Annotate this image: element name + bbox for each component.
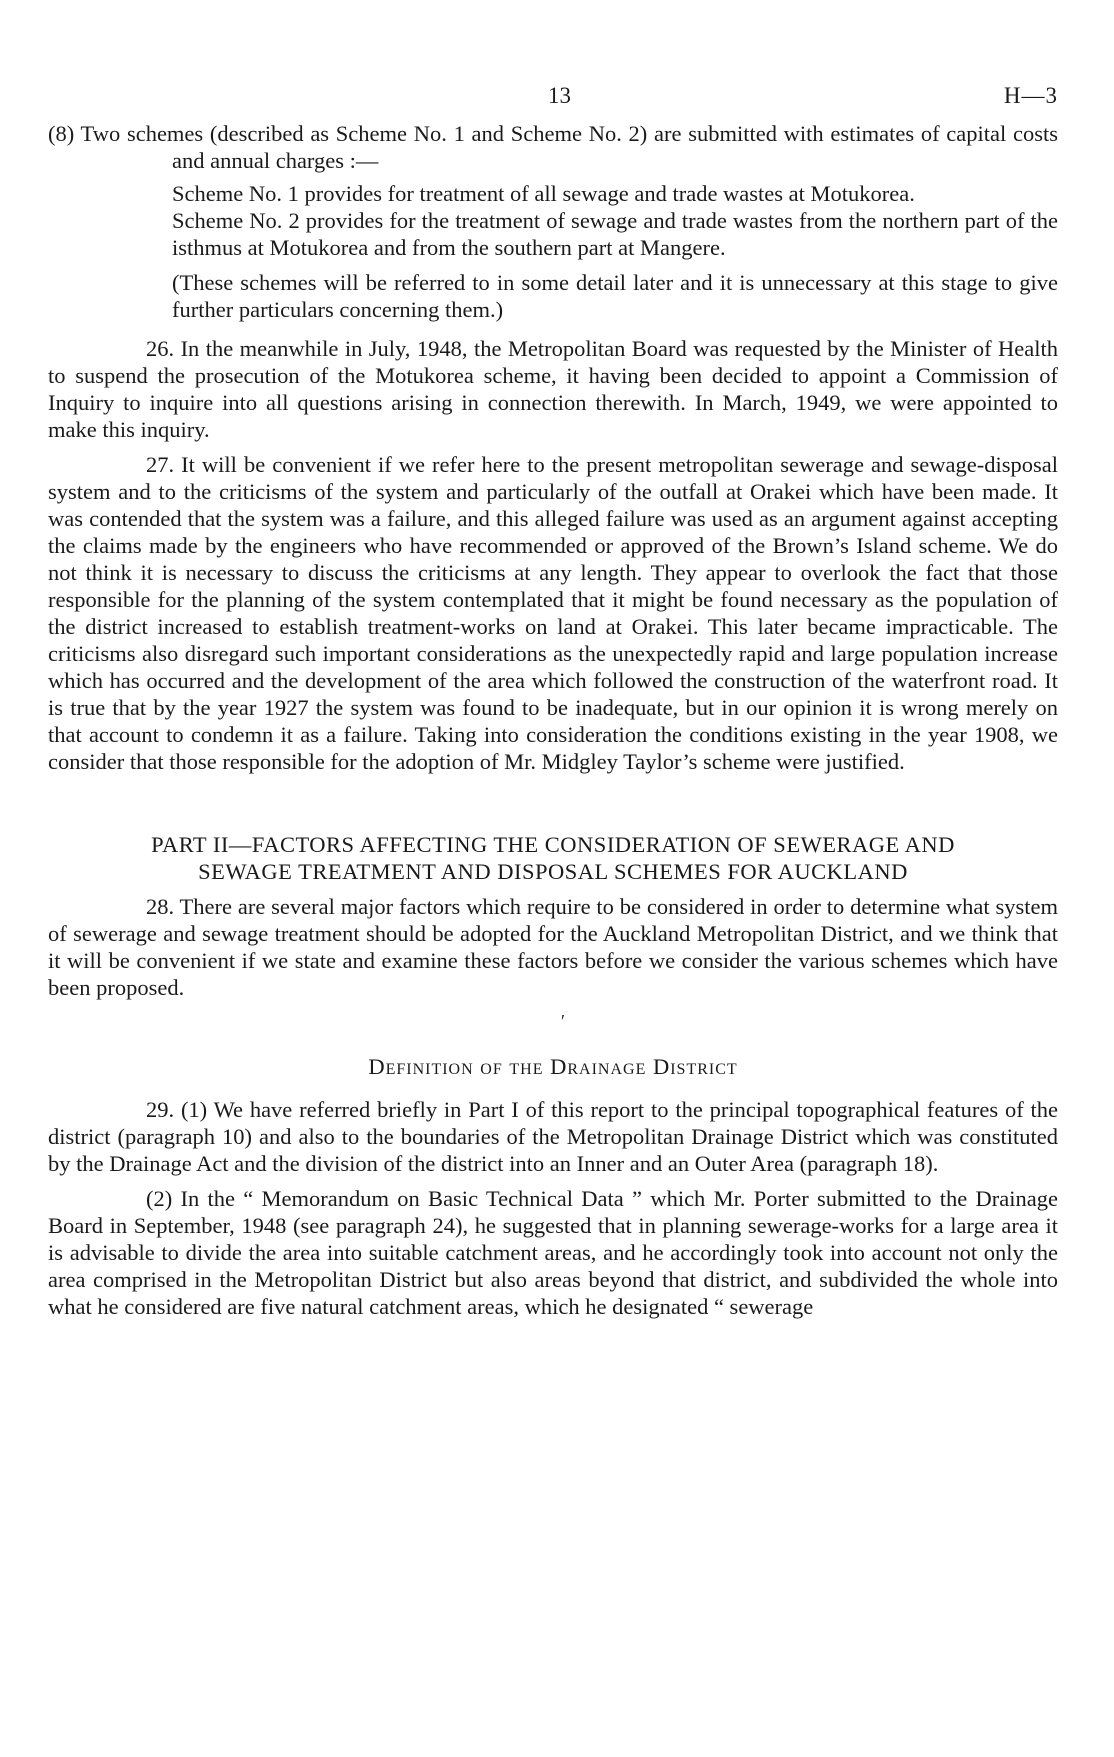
paragraph-25-sub-8: (8) Two schemes (described as Scheme No. 1 and Scheme No. 2) are submitted with estimates of capital costs and annual charges :— — [48, 121, 1058, 173]
part-ii-heading-line-1: PART II—FACTORS AFFECTING THE CONSIDERATION OF SEWERAGE AND — [151, 832, 955, 857]
paragraph-29-1: 29. (1) We have referred briefly in Part I of this report to the principal topographical features of the district (paragraph 10) and also to the boundaries of the Metropolitan Drainage District which was constituted by the Drainage Act and the division of the district into an Inner and an Outer Area (paragraph 18). — [48, 1097, 1058, 1176]
paragraph-29-2: (2) In the “ Memorandum on Basic Technical Data ” which Mr. Porter submitted to the Drainage Board in September, 1948 (see paragraph 24), he suggested that in planning sewerage-works for a large area it is advisable to divide the area into suitable catchment areas, and he accordingly took into account not only the area comprised in the Metropolitan District but also areas beyond that district, and subdivided the whole into what he considered are five natural catchment areas, which he designated “ sewerage — [48, 1186, 1058, 1319]
scheme-2-description: Scheme No. 2 provides for the treatment of sewage and trade wastes from the northern part of the isthmus at Motukorea and from the southern part at Mangere. — [172, 208, 1058, 260]
schemes-note: (These schemes will be referred to in some detail later and it is unnecessary at this stage to give further particulars concerning them.) — [172, 270, 1058, 322]
document-page — [48, 82, 1058, 1328]
part-ii-heading-line-2: SEWAGE TREATMENT AND DISPOSAL SCHEMES FOR AUCKLAND — [198, 859, 908, 884]
paragraph-26: 26. In the meanwhile in July, 1948, the Metropolitan Board was requested by the Minister of Health to suspend the prosecution of the Motukorea scheme, it having been decided to appoint a Commission of Inquiry to inquire into all questions arising in connection therewith. In March, 1949, we were appointed to make this inquiry. — [48, 336, 1058, 442]
page-number: 13 — [548, 83, 571, 108]
stray-mark: ′ — [561, 1011, 565, 1031]
paragraph-28: 28. There are several major factors which require to be considered in order to determine what system of sewerage and sewage treatment should be adopted for the Auckland Metropolitan District, and we think that it will be convenient if we state and examine these factors before we consider the various schemes which have been proposed. — [48, 894, 1058, 1000]
document-code: H—3 — [1003, 83, 1058, 108]
page-header — [48, 82, 1058, 120]
section-heading-drainage-district: Definition of the Drainage District — [368, 1054, 738, 1079]
scheme-1-description: Scheme No. 1 provides for treatment of all sewage and trade wastes at Motukorea. — [172, 181, 915, 206]
part-ii-heading — [48, 831, 1058, 885]
scheme-descriptions — [48, 180, 1058, 261]
paragraph-27: 27. It will be convenient if we refer here to the present metropolitan sewerage and sewage-disposal system and to the criticisms of the system and particularly of the outfall at Orakei which have been made. It was contended that the system was a failure, and this alleged failure was used as an argument against accepting the claims made by the engineers who have recommended or approved of the Brown’s Island scheme. We do not think it is necessary to discuss the criticisms at any length. They appear to overlook the fact that those responsible for the planning of the system contemplated that it might be found necessary as the population of the district increased to establish treatment-works on land at Orakei. This later became impracticable. The criticisms also disregard such important considerations as the unexpectedly rapid and large population increase which has occurred and the development of the area which followed the construction of the waterfront road. It is true that by the year 1927 the system was found to be inadequate, but in our opinion it is wrong merely on that account to condemn it as a failure. Taking into consideration the conditions existing in the year 1908, we consider that those responsible for the adoption of Mr. Midgley Taylor’s scheme were justified. — [48, 452, 1058, 774]
